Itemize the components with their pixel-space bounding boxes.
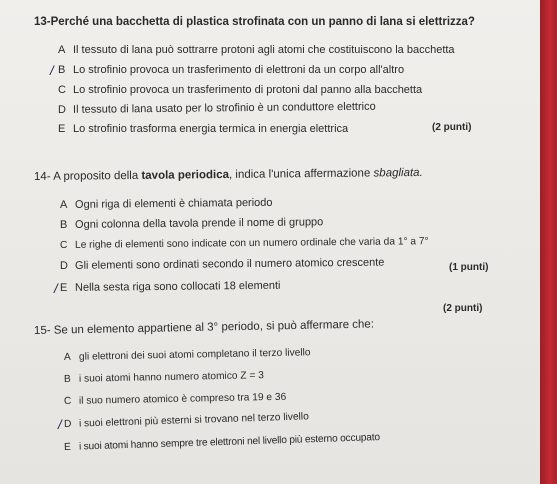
option-text: Ogni colonna della tavola prende il nome di gruppo — [74, 216, 324, 231]
title-italic: sbagliata. — [373, 166, 423, 180]
option-text: Lo strofinio trasforma energia termica in energia elettrica — [73, 123, 349, 135]
q15-points: (2 punti) — [443, 303, 483, 314]
option-text: Le righe di elementi sono indicate con un numero ordinale che varia da 1° a 7° — [74, 236, 429, 251]
option-text: gli elettroni dei suoi atomi completano il terzo livello — [78, 347, 311, 363]
title-text: , indica l'unica affermazione — [228, 167, 374, 181]
option-text: Lo strofinio provoca un trasferimento di protoni dal panno alla bacchetta — [73, 84, 423, 96]
option-text: Nella sesta riga sono collocati 18 elementi — [74, 279, 281, 294]
option-letter: D — [57, 103, 67, 116]
option-letter: B — [58, 64, 66, 76]
question-15-title: 15- Se un elemento appartiene al 3° periodo, si può affermare che: — [33, 318, 375, 337]
title-emphasis: tavola periodica — [141, 168, 230, 182]
q14-points: (1 punti) — [449, 262, 489, 273]
option-letter: C — [63, 395, 72, 407]
option-text: Lo strofinio provoca un trasferimento di elettroni da un corpo all'altro — [73, 64, 405, 76]
option-text: i suoi atomi hanno sempre tre elettroni nel livello più esterno occupato — [78, 432, 381, 453]
question-13-title: 13-Perché una bacchetta di plastica strofinata con un panno di lana si elettrizza? — [34, 16, 475, 28]
handwritten-answer-mark: / — [50, 63, 54, 78]
option-text: i suoi elettroni più esterni si trovano nel terzo livello — [78, 411, 309, 430]
option-text: i suoi atomi hanno numero atomico Z = 3 — [78, 370, 264, 385]
option-text: Gli elementi sono ordinati secondo il numero atomico crescente — [74, 256, 385, 272]
option-text: Il tessuto di lana può sottrarre protoni agli atomi che costituiscono la bacchetta — [73, 44, 455, 56]
option-letter: D — [59, 259, 69, 272]
option-letter: E — [58, 123, 66, 135]
option-text: il suo numero atomico è compreso tra 19 e 36 — [78, 391, 287, 407]
handwritten-answer-mark: / — [54, 281, 58, 296]
option-letter: C — [58, 84, 66, 96]
option-letter: E — [63, 441, 71, 453]
option-letter: A — [63, 351, 71, 363]
option-text: Il tessuto di lana usato per lo strofinio è un conduttore elettrico — [72, 100, 376, 116]
q13-points: (2 punti) — [432, 122, 472, 133]
option-letter: C — [59, 239, 68, 251]
option-letter: B — [63, 373, 71, 385]
option-letter: E — [59, 281, 68, 294]
title-text: 14- A proposito della — [33, 169, 142, 183]
q14-option-e — [60, 280, 281, 294]
red-background-edge — [540, 0, 557, 484]
option-letter: D — [63, 418, 72, 430]
option-letter: A — [59, 198, 68, 211]
q13-option-e — [58, 123, 348, 135]
q14-option-a — [60, 197, 273, 211]
option-letter: B — [59, 218, 68, 231]
q13-option-b — [58, 64, 404, 76]
q13-option-a — [58, 44, 455, 56]
option-text: Ogni riga di elementi è chiamata periodo — [74, 196, 273, 211]
option-letter: A — [58, 44, 66, 56]
handwritten-answer-mark: / — [58, 417, 62, 432]
q13-option-c — [58, 84, 422, 96]
